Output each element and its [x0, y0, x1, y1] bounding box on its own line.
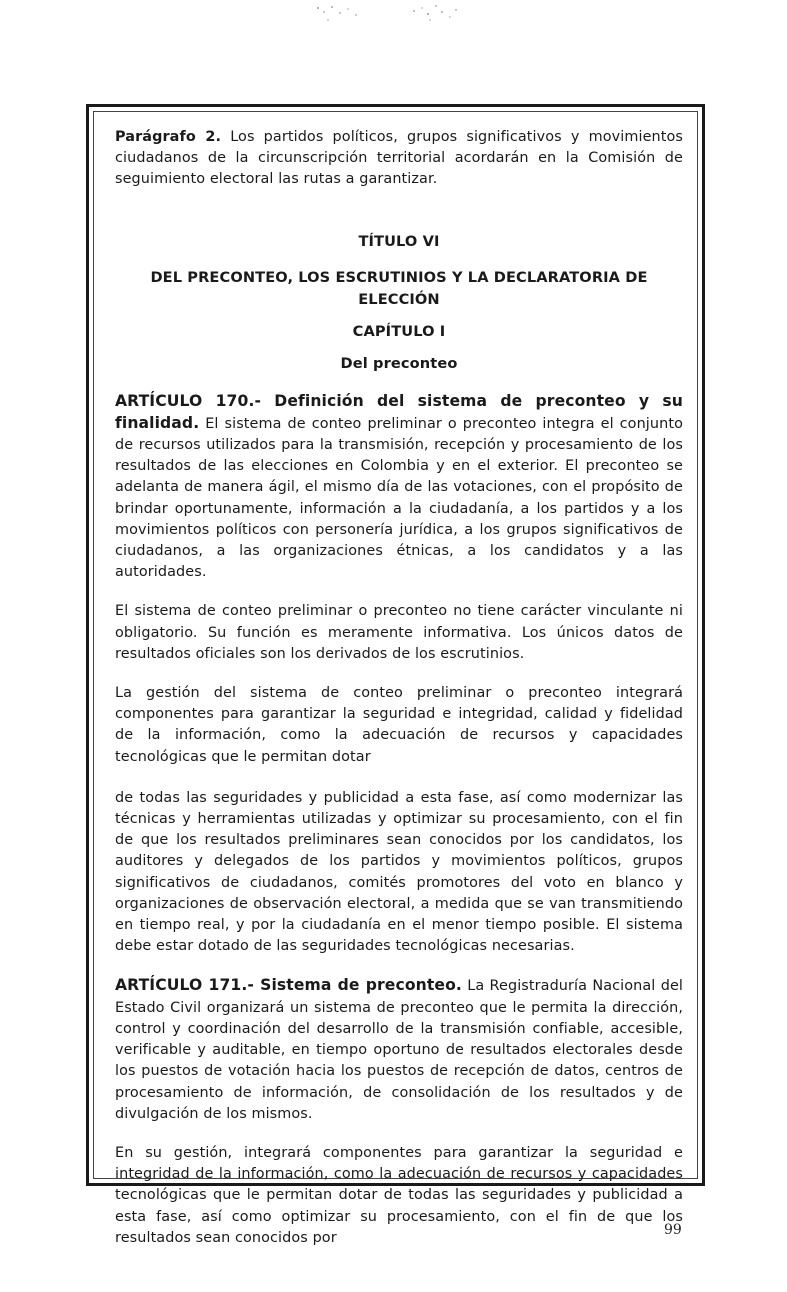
article-170-paragraph-2: El sistema de conteo preliminar o preconteo no tiene carácter vinculante ni obligatorio. Su función es meramente informativa. Los únicos datos de resultados oficiales son los derivados de los escrutinios. [115, 603, 683, 662]
article-170-heading: ARTÍCULO 170.- Definición del sistema de preconteo y su finalidad. [115, 391, 683, 432]
article-171-paragraph-1 [115, 975, 683, 1124]
article-170-paragraph-3: La gestión del sistema de conteo preliminar o preconteo integrará componentes para garantizar la seguridad e integridad, calidad y fidelidad de la información, como la adecuación de recursos y capacidades tecnológicas que le permitan dotar [115, 685, 683, 765]
paragrafo-label: Parágrafo 2. [115, 129, 222, 145]
document-body [115, 127, 683, 1249]
capitulo-heading: CAPÍTULO I [352, 322, 446, 340]
page-number: 99 [664, 1222, 682, 1238]
article-171-text-1: La Registraduría Nacional del Estado Civil organizará un sistema de preconteo que le permita la dirección, control y coordinación del desarrollo de la transmisión confiable, accesible, verificable y auditable, en tiempo oportuno de resultados electorales desde los puestos de votación hacia los puestos de recepción de datos, centros de procesamiento de información, de consolidación de los resultados y de divulgación de los mismos. [115, 978, 683, 1122]
paragrafo-text: Los partidos políticos, grupos significativos y movimientos ciudadanos de la circunscripción territorial acordarán en la Comisión de seguimiento electoral las rutas a garantizar. [115, 129, 683, 188]
article-171-heading: ARTÍCULO 171.- Sistema de preconteo. [115, 976, 462, 995]
paragraph-paragrafo-2 [115, 127, 683, 191]
titulo-heading: TÍTULO VI [358, 232, 440, 250]
article-170-text-1: El sistema de conteo preliminar o preconteo integra el conjunto de recursos utilizados para la transmisión, recepción y procesamiento de los resultados de las elecciones en Colombia y en el exterior. El preconteo se adelanta de manera ágil, el mismo día de las votaciones, con el propósito de brindar oportunamente, información a la ciudadanía, a los partidos y a los movimientos políticos con personería jurídica, a los grupos significativos de ciudadanos, a las organizaciones étnicas, a los candidatos y a las autoridades. [115, 415, 683, 581]
article-170-paragraph-4: de todas las seguridades y publicidad a esta fase, así como modernizar las técnicas y herramientas utilizadas y optimizar su procesamiento, con el fin de que los resultados preliminares sean conocidos por los candidatos, los auditores y delegados de los partidos y movimientos políticos, grupos significativos de ciudadanos, comités promotores del voto en blanco y organizaciones de observación electoral, a medida que se van transmitiendo en tiempo real, y por la ciudadanía en el menor tiempo posible. El sistema debe estar dotado de las seguridades tecnológicas necesarias. [115, 789, 683, 955]
article-171-paragraph-2: En su gestión, integrará componentes para garantizar la seguridad e integridad de la información, como la adecuación de recursos y capacidades tecnológicas que le permitan dotar de todas las seguridades y publicidad a esta fase, así como optimizar su procesamiento, con el fin de que los resultados sean conocidos por [115, 1144, 683, 1246]
capitulo-name: Del preconteo [340, 354, 458, 372]
titulo-name: DEL PRECONTEO, LOS ESCRUTINIOS Y LA DECLARATORIA DE ELECCIÓN [150, 268, 648, 308]
scan-specks [310, 0, 470, 28]
article-170-paragraph-1 [115, 391, 683, 584]
